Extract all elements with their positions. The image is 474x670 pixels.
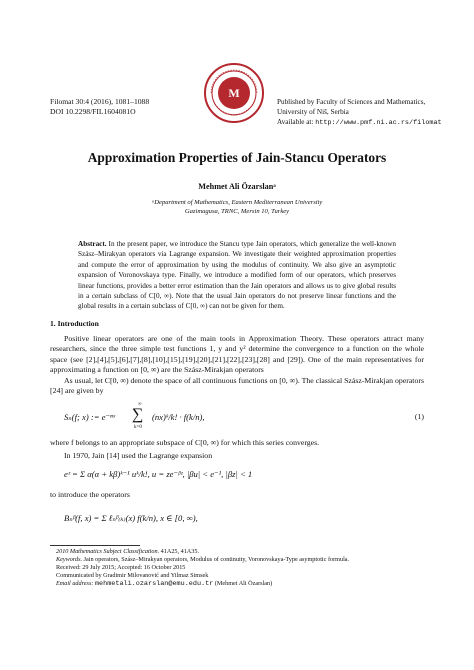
equation-1-lhs: Sₙ(f; x) := e⁻ⁿˣ <box>64 412 116 422</box>
sum-sign-icon: ∑ <box>132 406 144 423</box>
equation-1-number: (1) <box>414 412 424 421</box>
email-link[interactable]: mehmetali.ozarslan@emu.edu.tr <box>94 580 214 589</box>
section-heading: 1. Introduction <box>50 319 99 328</box>
affiliation-line-1: ᵃDepartment of Mathematics, Eastern Mediterranean University <box>151 199 323 206</box>
publisher-info <box>277 97 442 128</box>
intro-paragraph-4: In 1970, Jain [14] used the Lagrange expansion <box>64 451 213 460</box>
affiliation <box>0 198 474 216</box>
email-line <box>56 580 426 588</box>
pmf-seal-logo-icon <box>203 62 265 124</box>
keywords-text: Jain operators, Szász–Mirakyan operators, Modulus of continuity, Voronovskaya-Type asymptotic formula. <box>83 556 350 564</box>
intro-paragraph-2: As usual, let C[0, ∞) denote the space of all continuous functions on [0, ∞). The classical Szász-Mirakjan operators [24] are given by <box>50 376 424 396</box>
intro-paragraph-3: where f belongs to an appropriate subspace of C[0, ∞) for which this series converges. <box>50 438 320 447</box>
footnotes <box>56 548 426 588</box>
communicated-line: Communicated by Gradimir Milovanović and Yilmaz Simsek <box>56 572 209 580</box>
email-label: Email address: <box>56 580 94 588</box>
intro-paragraph-5: to introduce the operators <box>50 490 130 499</box>
journal-header <box>50 97 149 117</box>
equation-1 <box>64 402 384 432</box>
msc-codes: 41A25, 41A35. <box>160 548 199 555</box>
paper-title: Approximation Properties of Jain-Stancu Operators <box>87 150 387 165</box>
keywords-label: Keywords. <box>56 556 83 564</box>
journal-url-link[interactable]: http://www.pmf.ni.ac.rs/filomat <box>315 119 442 127</box>
msc-label: 2010 Mathematics Subject Classification. <box>56 548 160 555</box>
received-line: Received: 29 July 2015; Accepted: 16 October 2015 <box>56 564 186 572</box>
publisher-line-1: Published by Faculty of Sciences and Mathematics, <box>277 98 426 106</box>
footnote-rule <box>50 545 140 546</box>
keywords-line <box>56 556 426 564</box>
publisher-line-2: University of Niš, Serbia <box>277 108 349 116</box>
abstract-label: Abstract. <box>78 240 107 248</box>
doi: DOI 10.2298/FIL1604081O <box>50 107 136 116</box>
author-name: Mehmet Ali Özarslanᵃ <box>198 182 276 191</box>
journal-citation: Filomat 30:4 (2016), 1081–1088 <box>50 97 150 106</box>
equation-3: Bₙᵝ(f, x) = Σ ℓₙᵝ₍ₖ₎(x) f(k/n), x ∈ [0, ∞), <box>64 513 198 523</box>
affiliation-line-2: Gazimagusa, TRNC, Mersin 10, Turkey <box>184 208 290 215</box>
intro-paragraph-1: Positive linear operators are one of the main tools in Approximation Theory. These operators attract many researchers, since the three simple test functions 1, y and y² determine the convergence to a function on the whole space (see [2],[4],[5],[6],[7],[8],[10],[15],[19],[20],[21],[22],[23],[28] and [29]). One of the main representatives for approximating a function on [0, ∞) are the Szász-Mirakjan operators <box>50 334 424 375</box>
available-label: Available at: <box>277 118 314 126</box>
equation-1-body: (nx)ᵏ/k! · f(k/n), <box>152 412 205 422</box>
email-name: (Mehmet Ali Özarslan) <box>214 580 273 588</box>
equation-2: eᶻ = Σ α(α + kβ)ᵏ⁻¹ uᵏ/k!, u = ze⁻ᵝᶻ, |βu| < e⁻¹, |βz| < 1 <box>64 469 253 479</box>
available-line <box>277 117 442 128</box>
equation-1-sum-bottom: k=0 <box>134 425 142 430</box>
equation-1-sum-top: ∞ <box>138 402 142 407</box>
svg-text:M: M <box>228 86 240 100</box>
abstract <box>78 239 396 312</box>
abstract-text: In the present paper, we introduce the Stancu type Jain operators, which generalize the well-known Szász–Mirakyan operators via Lagrange expansion. We investigate their weighted approximation properties and compute the error of approximation by using the modulus of continuity. We also give an asymptotic expansion of Voronovskaya type. Finally, we introduce a modified form of our operators, which preserves linear functions, provides a better error estimation than the Jain operators and allows us to give global results in a certain subclass of C[0, ∞). Note that the usual Jain operators do not preserve linear functions and the global results in a certain subclass of C[0, ∞) can not be given for them. <box>78 240 397 311</box>
msc-line <box>56 548 426 556</box>
